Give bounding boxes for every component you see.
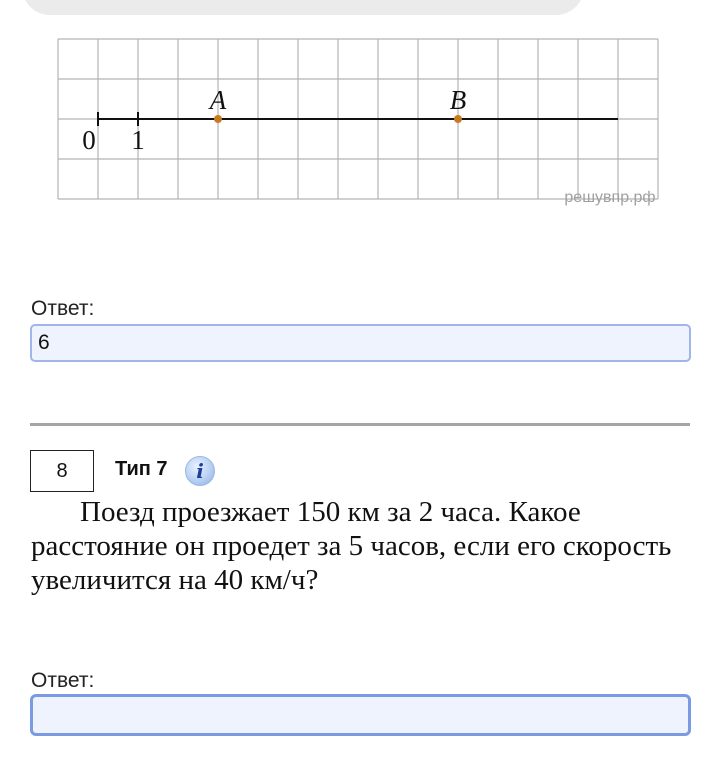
info-icon[interactable]: i bbox=[185, 456, 215, 486]
previous-answer-field[interactable]: 6 bbox=[30, 324, 691, 362]
answer-label: Ответ: bbox=[31, 669, 95, 692]
tick-label-1: 1 bbox=[131, 125, 145, 155]
number-line-svg bbox=[0, 0, 719, 220]
point-B bbox=[454, 115, 462, 123]
point-A bbox=[214, 115, 222, 123]
tick-label-0: 0 bbox=[82, 125, 96, 155]
point-label-A: A bbox=[209, 85, 227, 115]
section-divider bbox=[30, 423, 690, 426]
watermark: решувпр.рф bbox=[564, 189, 656, 206]
previous-answer-label: Ответ: bbox=[31, 297, 95, 320]
task-text: Поезд проезжает 150 км за 2 часа. Какое расстояние он проедет за 5 часов, если его скорость увеличится на 40 км/ч? bbox=[31, 496, 672, 596]
answer-field[interactable] bbox=[30, 694, 691, 736]
task-type-label: Тип 7 bbox=[115, 458, 168, 480]
task-number: 8 bbox=[30, 450, 94, 492]
number-line-figure bbox=[0, 0, 719, 220]
point-label-B: B bbox=[449, 85, 467, 115]
number-line-points bbox=[208, 85, 467, 123]
